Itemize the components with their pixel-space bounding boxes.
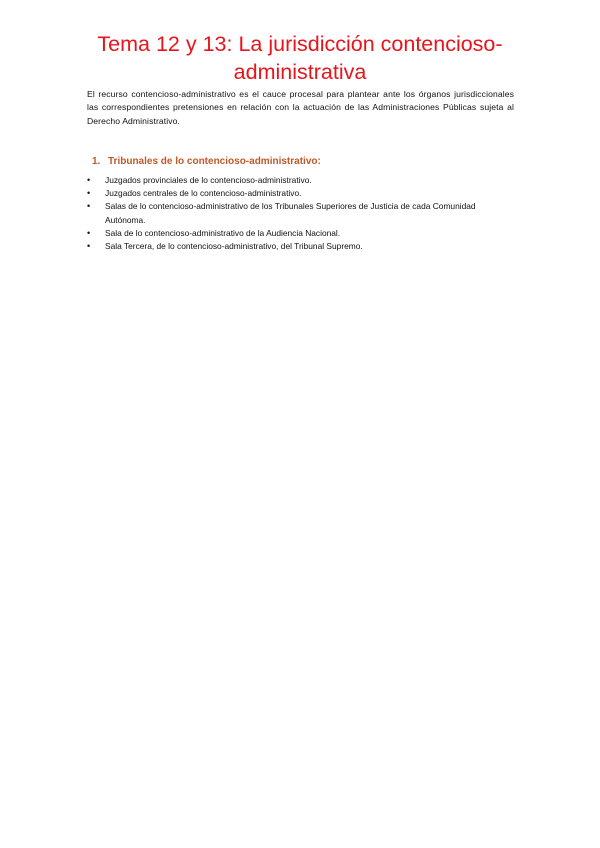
list-item-text: Juzgados provinciales de lo contencioso-administrativo. xyxy=(105,175,312,185)
bullet-icon: • xyxy=(87,201,91,212)
list-item-text: Sala de lo contencioso-administrativo de la Audiencia Nacional. xyxy=(105,227,341,238)
bullet-icon: • xyxy=(87,241,91,252)
intro-paragraph: El recurso contencioso-administrativo es el cauce procesal para plantear ante los órganos jurisdiccionales las correspondientes pretensiones en relación con la actuación de las Administraciones Públicas sujeta al Derecho Administrativo. xyxy=(87,89,514,126)
list-item-text: Sala Tercera, de lo contencioso-administrativo, del Tribunal Supremo. xyxy=(105,241,363,252)
document-title: Tema 12 y 13: La jurisdicción contencioso-administrativa xyxy=(97,32,503,84)
bullet-icon: • xyxy=(87,175,91,185)
list-item xyxy=(87,227,517,240)
section-heading-text: Tribunales de lo contencioso-administrativo: xyxy=(108,156,321,167)
tribunal-list xyxy=(87,174,517,253)
bullet-icon: • xyxy=(87,188,91,199)
list-item-text: Juzgados centrales de lo contencioso-administrativo. xyxy=(105,188,302,199)
list-item xyxy=(87,187,517,200)
list-item xyxy=(87,240,517,253)
list-item-text: Salas de lo contencioso-administrativo de los Tribunales Superiores de Justicia de cada Comunidad Autónoma. xyxy=(105,201,476,225)
list-item xyxy=(87,200,517,226)
section-number: 1. xyxy=(92,156,101,167)
list-item xyxy=(87,174,517,187)
bullet-icon: • xyxy=(87,227,91,238)
section-heading xyxy=(92,155,321,169)
